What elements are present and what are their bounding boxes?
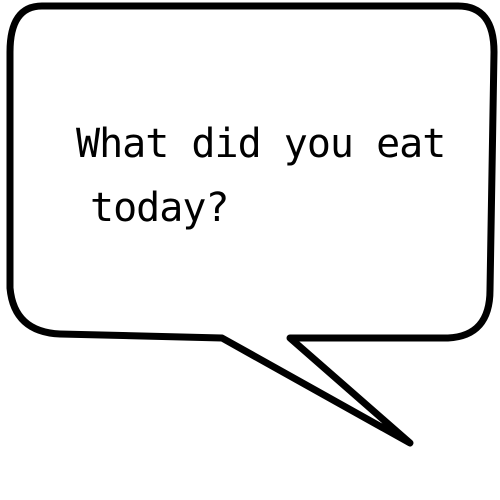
speech-line-1: What did you eat (76, 121, 446, 167)
speech-line-2: today? (90, 185, 229, 231)
speech-bubble-text (76, 112, 456, 240)
